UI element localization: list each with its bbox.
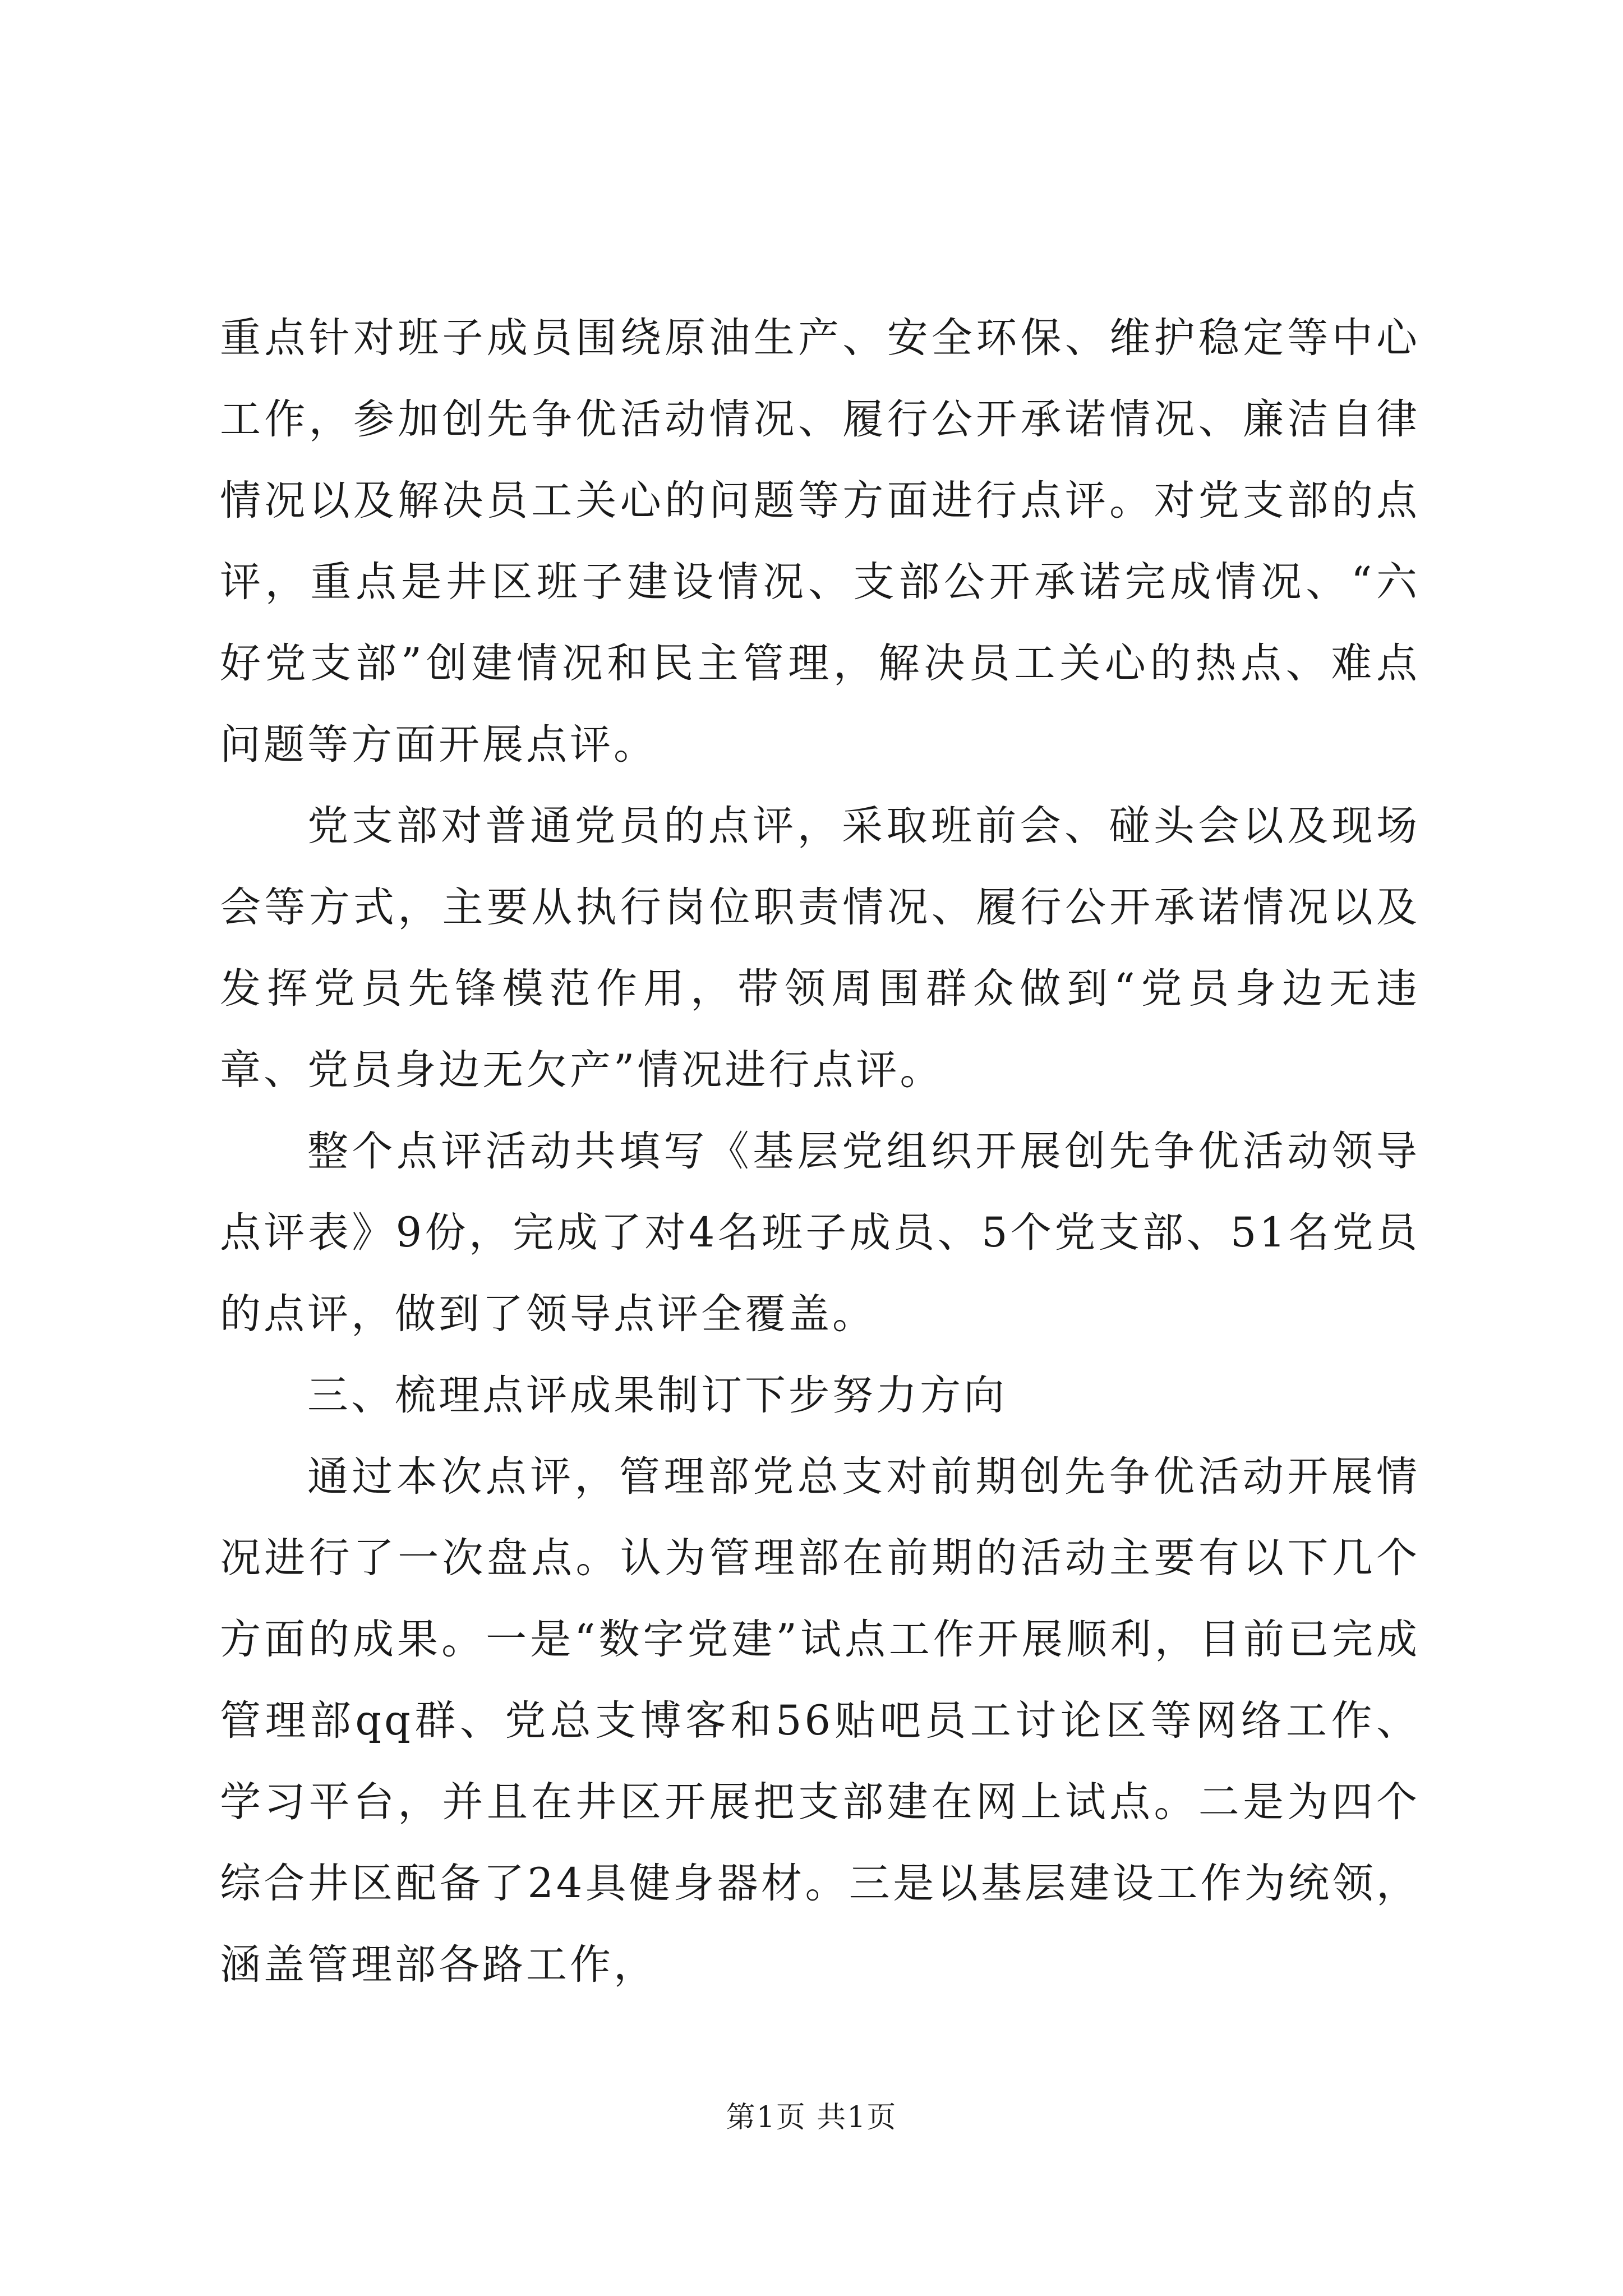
paragraph-continuation: 重点针对班子成员围绕原油生产、安全环保、维护稳定等中心工作，参加创先争优活动情况、履行公开承诺情况、廉洁自律情况以及解决员工关心的问题等方面进行点评。对党支部的点评，重点是井区班子建设情况、支部公开承诺完成情况、“六好党支部”创建情况和民主管理，解决员工关心的热点、难点问题等方面开展点评。 — [220, 314, 1420, 769]
document-body — [220, 297, 1420, 2005]
section-heading: 三、梳理点评成果制订下步努力方向 — [307, 1372, 1007, 1419]
paragraph-achievements: 通过本次点评，管理部党总支对前期创先争优活动开展情况进行了一次盘点。认为管理部在前期的活动主要有以下几个方面的成果。一是“数字党建”试点工作开展顺利，目前已完成管理部qq群、党总支博客和56贴吧员工讨论区等网络工作、学习平台，并且在井区开展把支部建在网上试点。二是为四个综合井区配备了24具健身器材。三是以基层建设工作为统领，涵盖管理部各路工作， — [220, 1453, 1420, 1989]
paragraph-review-summary: 整个点评活动共填写《基层党组织开展创先争优活动领导点评表》9份，完成了对4名班子成员、5个党支部、51名党员的点评，做到了领导点评全覆盖。 — [220, 1128, 1420, 1338]
page-footer: 第1页 共1页 — [726, 2101, 897, 2134]
paragraph-member-review: 党支部对普通党员的点评，采取班前会、碰头会以及现场会等方式，主要从执行岗位职责情况、履行公开承诺情况以及发挥党员先锋模范作用，带领周围群众做到“党员身边无违章、党员身边无欠产”情况进行点评。 — [220, 802, 1420, 1094]
